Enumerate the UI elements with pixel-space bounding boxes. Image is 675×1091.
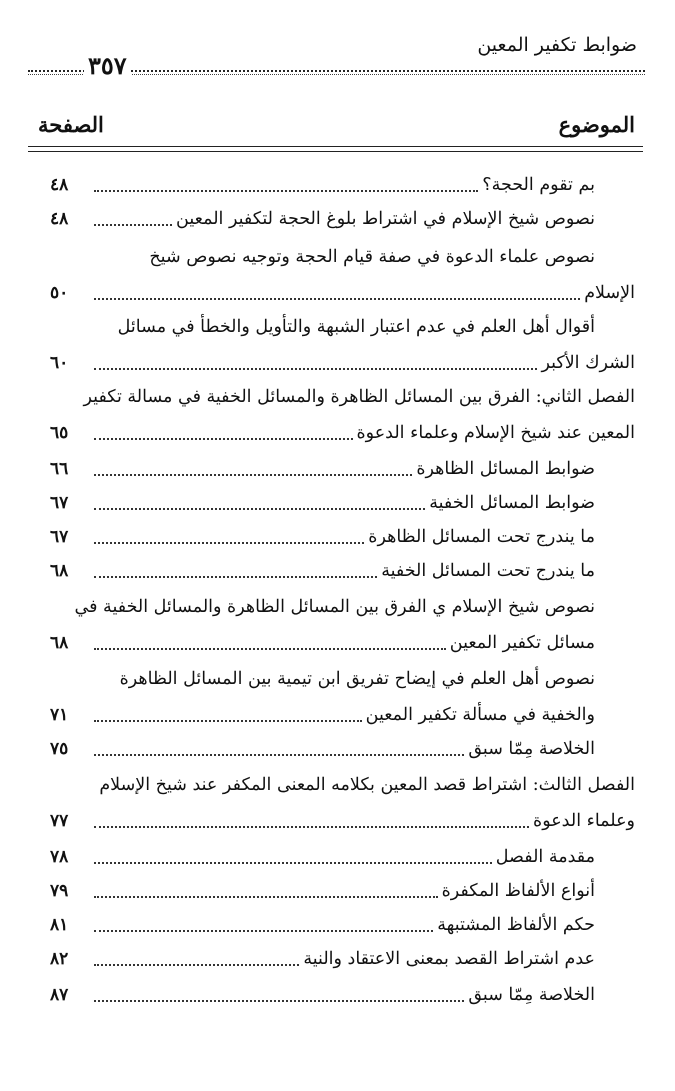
dot-leader [94,720,362,722]
toc-entry-page: ٦٦ [50,459,69,479]
dot-leader [94,964,299,966]
toc-entry [50,942,595,976]
toc-entry-text: ما يندرج تحت المسائل الظاهرة [368,527,595,547]
dot-leader [94,754,464,756]
toc-entry [50,168,595,202]
toc-entry-text: مسائل تكفير المعين [449,633,595,653]
dot-leader [94,508,425,510]
running-title: ضوابط تكفير المعين [477,34,637,56]
toc-entry-page: ٦٨ [50,633,69,653]
toc-entry-page: ٤٨ [50,175,69,195]
toc-entry-text: نصوص شيخ الإسلام ي الفرق بين المسائل الظاهرة والمسائل الخفية في [74,597,595,617]
toc-entry-page: ٦٥ [50,423,69,443]
toc-entry [50,554,595,588]
toc-entry-page: ٧٨ [50,847,69,867]
toc-entry-text: نصوص أهل العلم في إيضاح تفريق ابن تيمية بين المسائل الظاهرة [119,669,595,689]
toc-entry [50,978,595,1012]
heading-rule-top [28,146,643,147]
toc-entry [50,486,595,520]
toc-entry-text: عدم اشتراط القصد بمعنى الاعتقاد والنية [303,949,595,969]
dot-leader [94,190,478,192]
chapter-heading-line [50,380,635,414]
chapter-heading-continuation [50,804,635,838]
toc-entry-page: ٧٥ [50,739,69,759]
toc-entry-page: ٨١ [50,915,69,935]
chapter-heading-text: وعلماء الدعوة [533,811,635,831]
chapter-heading-text: الفصل الثاني: الفرق بين المسائل الظاهرة والمسائل الخفية في مسالة تكفير [83,387,635,407]
heading-rule-bottom [28,151,643,152]
toc-entry-line [50,662,595,696]
toc-entry-page: ٦٠ [50,353,69,373]
toc-entry-text: نصوص شيخ الإسلام في اشتراط بلوغ الحجة لتكفير المعين [176,209,595,229]
dot-leader [94,826,529,828]
toc-entry-line [50,310,595,344]
toc-entry-page: ٦٨ [50,561,69,581]
dot-leader [94,896,438,898]
dot-leader [94,862,492,864]
dot-leader [94,224,172,226]
column-heading-page: الصفحة [38,112,104,137]
toc-entry-text: مقدمة الفصل [495,847,595,867]
toc-entry-text: أنواع الألفاظ المكفرة [441,881,595,901]
toc-entry [50,908,595,942]
toc-entry-text: الخلاصة مِمّا سبق [468,985,595,1005]
toc-entry [50,874,595,908]
dot-leader [94,930,433,932]
toc-entry-continuation [50,276,635,310]
toc-entry-text: الإسلام [584,283,635,303]
toc-entry-page: ٤٨ [50,209,69,229]
dot-leader [94,648,446,650]
toc-entry-page: ٦٧ [50,493,69,513]
toc-entry-line [50,590,595,624]
toc-entry [50,202,595,236]
dot-leader [94,1000,464,1002]
toc-entry-text: ضوابط المسائل الظاهرة [416,459,595,479]
toc-entry-text: ما يندرج تحت المسائل الخفية [381,561,595,581]
chapter-heading-text: المعين عند شيخ الإسلام وعلماء الدعوة [356,423,635,443]
chapter-heading-continuation [50,416,635,450]
toc-entry-page: ٧١ [50,705,69,725]
chapter-heading-text: الفصل الثالث: اشتراط قصد المعين بكلامه المعنى المكفر عند شيخ الإسلام [99,775,635,795]
dot-leader [94,298,580,300]
toc-entry-continuation [50,626,595,660]
chapter-heading-line [50,768,635,802]
toc-entry-text: بم تقوم الحجة؟ [482,175,595,195]
toc-entry [50,840,595,874]
toc-entry-line [50,240,595,274]
column-heading-topic: الموضوع [558,112,635,137]
dot-leader [94,576,377,578]
toc-entry-page: ٨٧ [50,985,69,1005]
toc-entry-page: ٦٧ [50,527,69,547]
toc-entry-page: ٧٧ [50,811,69,831]
toc-entry-text: والخفية في مسألة تكفير المعين [365,705,595,725]
dot-leader [94,542,364,544]
toc-entry-page: ٨٢ [50,949,69,969]
toc-entry-text: نصوص علماء الدعوة في صفة قيام الحجة وتوجيه نصوص شيخ [149,247,595,267]
dot-leader [94,474,412,476]
page-number: ٣٥٧ [84,54,131,78]
toc-entry-text: حكم الألفاظ المشتبهة [437,915,595,935]
dot-leader [94,438,353,440]
toc-entry [50,520,595,554]
toc-entry-text: الخلاصة مِمّا سبق [468,739,595,759]
toc-entry [50,452,595,486]
toc-entry-text: الشرك الأكبر [541,353,635,373]
dot-leader [94,368,537,370]
toc-entry-page: ٧٩ [50,881,69,901]
toc-entry-continuation [50,698,595,732]
toc-entry-text: أقوال أهل العلم في عدم اعتبار الشبهة والتأويل والخطأ في مسائل [117,317,595,337]
toc-entry-text: ضوابط المسائل الخفية [429,493,595,513]
toc-entry-page: ٥٠ [50,283,69,303]
toc-entry-continuation [50,346,635,380]
toc-entry [50,732,595,766]
